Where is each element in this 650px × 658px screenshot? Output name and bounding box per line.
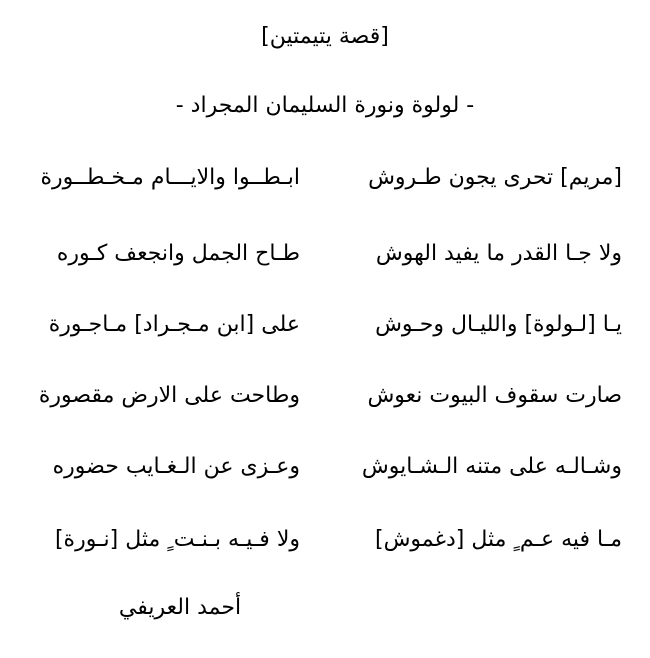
verse-first-hemistich: مـا فيه عـم ٍ مثل [دغموش]: [374, 527, 622, 552]
verse-row: [0, 525, 650, 555]
verse-first-hemistich: صارت سقوف البيوت نعوش: [367, 383, 622, 408]
verse-row: [0, 239, 650, 269]
poem-title: [قصة يتيمتين]: [261, 24, 389, 49]
verse-second-hemistich: على [ابن مـجـراد] مـاجـورة: [48, 312, 300, 337]
poem-subtitle: - لولوة ونورة السليمان المجراد -: [175, 93, 475, 118]
verse-second-hemistich: طـاح الجمل وانجعف كـوره: [56, 241, 300, 266]
verse-first-hemistich: ولا جـا القدر ما يفيد الهوش: [375, 241, 622, 266]
verse-second-hemistich: ابـطــوا والايـــام مـخـطــورة: [40, 165, 300, 190]
verse-first-hemistich: يـا [لـولوة] والليـال وحـوش: [375, 312, 622, 337]
verse-first-hemistich: وشـالـه على متنه الـشـايوش: [361, 454, 622, 479]
verse-row: [0, 163, 650, 193]
verse-first-hemistich: [مريم] تحرى يجون طـروش: [368, 165, 622, 190]
verse-row: [0, 310, 650, 340]
verse-row: [0, 381, 650, 411]
author-name: أحمد العريفي: [118, 595, 242, 620]
verse-second-hemistich: ولا فـيـه بـنـت ٍ مثل [نـورة]: [54, 527, 300, 552]
verse-row: [0, 452, 650, 482]
verse-second-hemistich: وطاحت على الارض مقصورة: [38, 383, 300, 408]
verse-second-hemistich: وعـزى عن الـغـايب حضوره: [52, 454, 300, 479]
